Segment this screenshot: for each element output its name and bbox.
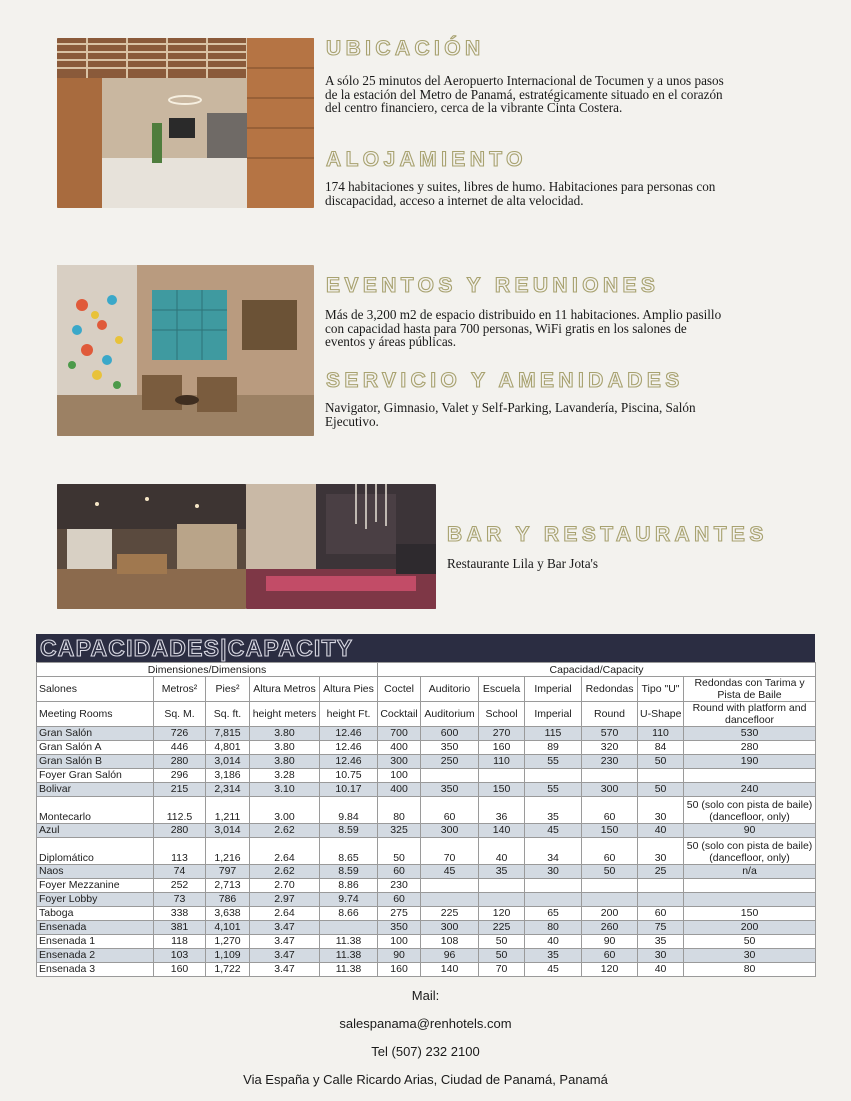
dimensions-group-header: Dimensiones/Dimensions: [37, 663, 378, 677]
table-cell: 110: [479, 755, 525, 769]
table-cell: 75: [638, 921, 684, 935]
table-cell: 89: [525, 741, 582, 755]
phone-number: Tel (507) 232 2100: [371, 1044, 480, 1059]
meeting-lounge-photo: [57, 265, 314, 436]
heading-servicio: SERVICIO Y AMENIDADES: [326, 369, 684, 392]
table-cell: [638, 769, 684, 783]
table-row: [37, 741, 816, 755]
table-cell: 3.47: [250, 963, 320, 977]
table-cell: 3,014: [206, 755, 250, 769]
table-cell: [582, 769, 638, 783]
table-cell: 230: [582, 755, 638, 769]
table-cell: 115: [525, 727, 582, 741]
table-cell: 240: [684, 783, 816, 797]
room-name-cell: Ensenada 3: [37, 963, 154, 977]
capacity-group-header: Capacidad/Capacity: [378, 663, 816, 677]
heading-alojamiento: ALOJAMIENTO: [326, 148, 527, 171]
table-cell: 2.97: [250, 893, 320, 907]
header-en-cell: Imperial: [525, 702, 582, 727]
mail-label: Mail:: [411, 988, 440, 1003]
table-cell: 252: [154, 879, 206, 893]
table-cell: 103: [154, 949, 206, 963]
table-cell: 150: [582, 824, 638, 838]
table-cell: 3.10: [250, 783, 320, 797]
table-cell: 96: [421, 949, 479, 963]
table-cell: 150: [684, 907, 816, 921]
table-cell: 113: [154, 838, 206, 865]
table-cell: 80: [525, 921, 582, 935]
header-es-cell: Coctel: [378, 677, 421, 702]
table-header-es: [37, 677, 816, 702]
room-name-cell: Ensenada: [37, 921, 154, 935]
table-cell: 8.59: [320, 865, 378, 879]
table-cell: 40: [638, 963, 684, 977]
table-cell: 10.75: [320, 769, 378, 783]
table-cell: 35: [479, 865, 525, 879]
table-cell: 35: [525, 797, 582, 824]
table-cell: 270: [479, 727, 525, 741]
table-cell: 280: [154, 755, 206, 769]
table-cell: 190: [684, 755, 816, 769]
table-cell: 700: [378, 727, 421, 741]
room-name-cell: Foyer Lobby: [37, 893, 154, 907]
room-name-cell: Ensenada 2: [37, 949, 154, 963]
table-cell: [638, 893, 684, 907]
header-en-cell: Auditorium: [421, 702, 479, 727]
header-en-cell: Round with platform and dancefloor: [684, 702, 816, 727]
table-cell: 530: [684, 727, 816, 741]
table-cell: 34: [525, 838, 582, 865]
table-cell: 50 (solo con pista de baile)(dancefloor, only): [684, 797, 816, 824]
table-cell: 100: [378, 769, 421, 783]
table-cell: [479, 893, 525, 907]
capacity-title-bar: [36, 634, 815, 662]
table-cell: 50: [638, 755, 684, 769]
table-cell: 45: [421, 865, 479, 879]
table-row: [37, 824, 816, 838]
header-es-cell: Pies²: [206, 677, 250, 702]
text-servicio: Navigator, Gimnasio, Valet y Self-Parking, Lavandería, Piscina, Salón Ejecutivo.: [325, 400, 696, 429]
table-cell: 30: [525, 865, 582, 879]
table-cell: 280: [154, 824, 206, 838]
table-cell: 2.64: [250, 907, 320, 921]
table-cell: 10.17: [320, 783, 378, 797]
room-name-cell: Azul: [37, 824, 154, 838]
table-cell: 300: [421, 921, 479, 935]
table-cell: 350: [421, 741, 479, 755]
table-row: [37, 921, 816, 935]
table-cell: 2.62: [250, 865, 320, 879]
table-cell: 108: [421, 935, 479, 949]
table-cell: 40: [479, 838, 525, 865]
table-cell: 90: [684, 824, 816, 838]
table-cell: 1,270: [206, 935, 250, 949]
table-cell: 50: [638, 783, 684, 797]
header-en-cell: height Ft.: [320, 702, 378, 727]
room-name-cell: Foyer Mezzanine: [37, 879, 154, 893]
table-cell: 2,713: [206, 879, 250, 893]
table-cell: 600: [421, 727, 479, 741]
table-cell: 140: [421, 963, 479, 977]
table-cell: 160: [378, 963, 421, 977]
table-cell: 200: [582, 907, 638, 921]
table-cell: [421, 879, 479, 893]
table-cell: 1,211: [206, 797, 250, 824]
table-cell: 786: [206, 893, 250, 907]
table-cell: 325: [378, 824, 421, 838]
table-cell: 35: [525, 949, 582, 963]
table-row: [37, 935, 816, 949]
table-body: [37, 727, 816, 977]
table-cell: 74: [154, 865, 206, 879]
table-cell: 55: [525, 755, 582, 769]
table-cell: 150: [479, 783, 525, 797]
header-es-cell: Redondas: [582, 677, 638, 702]
room-name-cell: Taboga: [37, 907, 154, 921]
room-name-cell: Bolivar: [37, 783, 154, 797]
table-cell: 8.66: [320, 907, 378, 921]
table-cell: 2,314: [206, 783, 250, 797]
header-es-cell: Redondas con Tarima y Pista de Baile: [684, 677, 816, 702]
room-name-cell: Diplomático: [37, 838, 154, 865]
table-cell: 2.64: [250, 838, 320, 865]
table-cell: 160: [479, 741, 525, 755]
table-cell: 275: [378, 907, 421, 921]
table-row: [37, 865, 816, 879]
table-row: [37, 838, 816, 865]
table-cell: 7,815: [206, 727, 250, 741]
table-cell: 3.28: [250, 769, 320, 783]
table-cell: 9.74: [320, 893, 378, 907]
text-bar: Restaurante Lila y Bar Jota's: [447, 556, 599, 571]
table-cell: 338: [154, 907, 206, 921]
table-cell: 120: [479, 907, 525, 921]
table-cell: 4,801: [206, 741, 250, 755]
table-cell: 30: [638, 949, 684, 963]
table-cell: [320, 921, 378, 935]
table-cell: 4,101: [206, 921, 250, 935]
table-cell: [525, 769, 582, 783]
header-es-cell: Salones: [37, 677, 154, 702]
table-cell: 9.84: [320, 797, 378, 824]
table-cell: 3.47: [250, 935, 320, 949]
table-row: [37, 755, 816, 769]
table-cell: 1,109: [206, 949, 250, 963]
table-cell: [479, 879, 525, 893]
table-row: [37, 783, 816, 797]
table-cell: 70: [421, 838, 479, 865]
table-cell: 50: [378, 838, 421, 865]
table-cell: 30: [638, 797, 684, 824]
restaurant-photo: [57, 484, 246, 609]
table-cell: [479, 769, 525, 783]
header-en-cell: Sq. M.: [154, 702, 206, 727]
header-en-cell: height meters: [250, 702, 320, 727]
table-cell: 60: [582, 797, 638, 824]
header-en-cell: Sq. ft.: [206, 702, 250, 727]
table-cell: [684, 769, 816, 783]
header-en-cell: Meeting Rooms: [37, 702, 154, 727]
header-es-cell: Auditorio: [421, 677, 479, 702]
table-cell: 280: [684, 741, 816, 755]
table-cell: 12.46: [320, 727, 378, 741]
table-cell: [525, 893, 582, 907]
table-cell: 381: [154, 921, 206, 935]
table-cell: 12.46: [320, 741, 378, 755]
table-cell: 11.38: [320, 963, 378, 977]
table-cell: 3,638: [206, 907, 250, 921]
table-cell: 30: [638, 838, 684, 865]
table-cell: 320: [582, 741, 638, 755]
table-group-header: [37, 663, 816, 677]
table-cell: 230: [378, 879, 421, 893]
table-cell: 3.80: [250, 741, 320, 755]
table-row: [37, 963, 816, 977]
table-cell: 8.86: [320, 879, 378, 893]
table-cell: 100: [378, 935, 421, 949]
table-cell: 446: [154, 741, 206, 755]
table-cell: 40: [525, 935, 582, 949]
room-name-cell: Montecarlo: [37, 797, 154, 824]
table-cell: 11.38: [320, 935, 378, 949]
table-header-en: [37, 702, 816, 727]
table-cell: n/a: [684, 865, 816, 879]
header-es-cell: Tipo "U": [638, 677, 684, 702]
table-cell: 160: [154, 963, 206, 977]
table-cell: 118: [154, 935, 206, 949]
text-ubicacion: A sólo 25 minutos del Aeropuerto Internacional de Tocumen y a unos pasos de la estación del Metro de Panamá, estratégicamente situado en el corazón del centro financiero, cerca de la vibrante Cinta Costera.: [325, 73, 724, 116]
address: Via España y Calle Ricardo Arias, Ciudad de Panamá, Panamá: [243, 1072, 608, 1087]
table-cell: [421, 769, 479, 783]
table-cell: 40: [638, 824, 684, 838]
table-cell: 225: [479, 921, 525, 935]
header-en-cell: School: [479, 702, 525, 727]
table-cell: 300: [378, 755, 421, 769]
table-cell: 8.65: [320, 838, 378, 865]
room-name-cell: Foyer Gran Salón: [37, 769, 154, 783]
capacity-grid: [36, 662, 816, 977]
table-cell: 215: [154, 783, 206, 797]
table-cell: 50: [684, 935, 816, 949]
table-cell: 300: [421, 824, 479, 838]
lobby-photo: [57, 38, 314, 208]
table-row: [37, 893, 816, 907]
table-cell: 260: [582, 921, 638, 935]
table-cell: 70: [479, 963, 525, 977]
text-eventos: Más de 3,200 m2 de espacio distribuido en 11 habitaciones. Amplio pasillo con capacidad hasta para 700 personas, WiFi gratis en los salones de eventos y áreas públicas.: [325, 307, 722, 350]
table-cell: 400: [378, 741, 421, 755]
table-cell: 90: [582, 935, 638, 949]
table-cell: 73: [154, 893, 206, 907]
table-cell: 3,186: [206, 769, 250, 783]
table-cell: 80: [378, 797, 421, 824]
table-row: [37, 769, 816, 783]
room-name-cell: Gran Salón A: [37, 741, 154, 755]
heading-ubicacion: UBICACIÓN: [326, 37, 485, 60]
table-cell: 45: [525, 963, 582, 977]
table-cell: [525, 879, 582, 893]
heading-bar: BAR Y RESTAURANTES: [447, 523, 768, 546]
table-cell: 45: [525, 824, 582, 838]
table-cell: 50: [582, 865, 638, 879]
table-cell: 797: [206, 865, 250, 879]
table-cell: [582, 893, 638, 907]
room-name-cell: Gran Salón B: [37, 755, 154, 769]
table-cell: 3.80: [250, 727, 320, 741]
table-cell: 300: [582, 783, 638, 797]
header-en-cell: Round: [582, 702, 638, 727]
table-cell: 25: [638, 865, 684, 879]
table-cell: [684, 893, 816, 907]
table-cell: 225: [421, 907, 479, 921]
capacity-table: [36, 634, 815, 977]
table-cell: [638, 879, 684, 893]
table-cell: 726: [154, 727, 206, 741]
table-row: [37, 949, 816, 963]
table-cell: 50: [479, 949, 525, 963]
table-cell: 3.47: [250, 921, 320, 935]
table-cell: 60: [638, 907, 684, 921]
table-cell: 65: [525, 907, 582, 921]
table-cell: 55: [525, 783, 582, 797]
table-row: [37, 797, 816, 824]
header-es-cell: Altura Metros: [250, 677, 320, 702]
table-cell: 110: [638, 727, 684, 741]
table-cell: 200: [684, 921, 816, 935]
table-cell: 60: [378, 865, 421, 879]
room-name-cell: Gran Salón: [37, 727, 154, 741]
table-row: [37, 727, 816, 741]
heading-eventos: EVENTOS Y REUNIONES: [326, 274, 660, 297]
table-cell: 3.47: [250, 949, 320, 963]
table-cell: 3.00: [250, 797, 320, 824]
table-cell: 1,216: [206, 838, 250, 865]
table-cell: 1,722: [206, 963, 250, 977]
table-cell: 350: [421, 783, 479, 797]
table-cell: 3.80: [250, 755, 320, 769]
table-cell: [582, 879, 638, 893]
email-address: salespanama@renhotels.com: [339, 1016, 512, 1031]
header-es-cell: Escuela: [479, 677, 525, 702]
table-cell: 2.62: [250, 824, 320, 838]
table-cell: 2.70: [250, 879, 320, 893]
table-cell: 12.46: [320, 755, 378, 769]
header-es-cell: Altura Pies: [320, 677, 378, 702]
table-cell: 90: [378, 949, 421, 963]
table-cell: 570: [582, 727, 638, 741]
table-row: [37, 907, 816, 921]
table-cell: 30: [684, 949, 816, 963]
capacity-title: CAPACIDADES|CAPACITY: [40, 634, 354, 661]
table-cell: 250: [421, 755, 479, 769]
table-cell: 120: [582, 963, 638, 977]
header-en-cell: U-Shape: [638, 702, 684, 727]
table-cell: 112.5: [154, 797, 206, 824]
table-row: [37, 879, 816, 893]
table-cell: [684, 879, 816, 893]
table-cell: 140: [479, 824, 525, 838]
table-cell: 400: [378, 783, 421, 797]
table-cell: 80: [684, 963, 816, 977]
text-alojamiento: 174 habitaciones y suites, libres de humo. Habitaciones para personas con discapacidad, acceso a internet de alta velocidad.: [325, 179, 716, 208]
table-cell: 3,014: [206, 824, 250, 838]
table-cell: 50 (solo con pista de baile)(dancefloor, only): [684, 838, 816, 865]
table-cell: 60: [421, 797, 479, 824]
table-cell: 60: [378, 893, 421, 907]
table-cell: 350: [378, 921, 421, 935]
room-name-cell: Naos: [37, 865, 154, 879]
table-cell: 84: [638, 741, 684, 755]
table-cell: 11.38: [320, 949, 378, 963]
table-cell: 60: [582, 949, 638, 963]
table-cell: 60: [582, 838, 638, 865]
table-cell: 50: [479, 935, 525, 949]
header-en-cell: Cocktail: [378, 702, 421, 727]
table-cell: [421, 893, 479, 907]
table-cell: 8.59: [320, 824, 378, 838]
header-es-cell: Imperial: [525, 677, 582, 702]
bar-photo: [246, 484, 436, 609]
room-name-cell: Ensenada 1: [37, 935, 154, 949]
table-cell: 296: [154, 769, 206, 783]
table-cell: 36: [479, 797, 525, 824]
table-cell: 35: [638, 935, 684, 949]
header-es-cell: Metros²: [154, 677, 206, 702]
